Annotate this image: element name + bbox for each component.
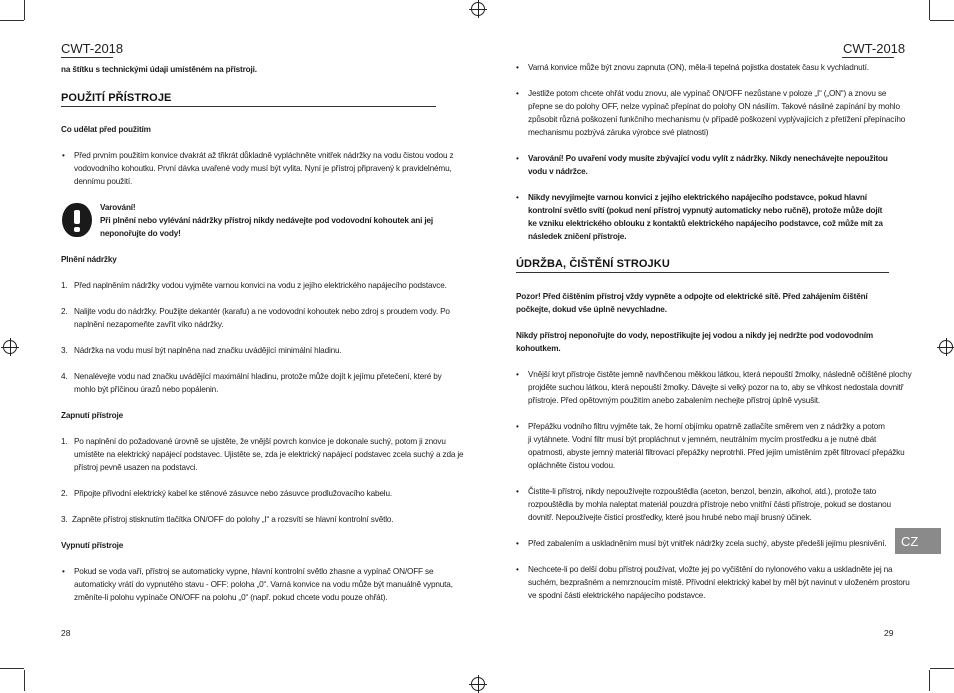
page-number: 28 — [61, 628, 71, 638]
page-number: 29 — [884, 628, 894, 638]
paragraph: Vnější kryt přístroje čistěte jemně navlhčenou měkkou látkou, která nepouští žmolky, následně očištěné plochy projděte suchou látkou, která nepouští žmolky. Dávejte si velký pozor na to, aby se vlhkost nedostala dovnitř přístroje. Před opětovným použitím anebo zabalením nechejte přístroj úplně vysušit. — [528, 370, 912, 405]
list-item: Nenalévejte vodu nad značku uvádějící maximální hladinu, protože může dojít k jejímu přetečení, které by mohlo být příčinou úrazů nebo popálenin. — [74, 372, 442, 394]
paragraph: Před zabalením a uskladněním musí být vnitřek nádržky zcela suchý, abyste předešli jejímu plesnivění. — [528, 539, 887, 548]
paragraph: Nikdy přístroj neponořujte do vody, nepostřikujte jej vodou a nikdy jej nedržte pod vodovodním kohoutkem. — [516, 331, 873, 353]
section-title: ÚDRŽBA, ČIŠTĚNÍ STROJKU — [516, 258, 670, 270]
section-title: POUŽITÍ PŘÍSTROJE — [61, 92, 172, 104]
list-item: Nádržka na vodu musí být naplněna nad značku uvádějící minimální hladinu. — [74, 346, 342, 355]
list-item: Po naplnění do požadované úrovně se ujistěte, že vnější povrch konvice je dokonale suchý, potom ji znovu umístěte na elektrický napájecí podstavec. Ujistěte se, zda je elektrický napájecí podstavec zcela suchý a zda je přístroj pevně usazen na podstavci. — [74, 437, 464, 472]
list-number: 3. — [61, 515, 68, 524]
bullet: • — [516, 89, 519, 98]
list-number: 2. — [61, 489, 68, 498]
list-item: Před naplněním nádržky vodou vyjměte varnou konvici na vodu z jejího elektrického napájecího podstavce. — [74, 281, 447, 290]
paragraph: Varná konvice může být znovu zapnuta (ON), měla-li tepelná pojistka dostatek času k vychladnutí. — [528, 63, 869, 72]
bullet: • — [516, 565, 519, 574]
paragraph: Čistite-li přístroj, nikdy nepoužívejte rozpouštědla (aceton, benzol, benzin, alkohol, atd.), protože tato rozpouštědla by mohla naleptat materiál pouzdra přístroje nebo vnitřní části přístroje, pokud se dostanou dovnitř. Nepoužívejte čisticí prostředky, které jsou hrubé nebo mají brusný účinek. — [528, 487, 891, 522]
subheading: Vypnutí přístroje — [61, 541, 124, 550]
language-tab: CZ — [895, 528, 941, 554]
model-label: CWT-2018 — [843, 41, 906, 56]
left-page — [0, 0, 477, 691]
bullet: • — [62, 567, 65, 576]
subheading: Co udělat před použitím — [61, 125, 151, 134]
bullet: • — [516, 370, 519, 379]
paragraph: Jestliže potom chcete ohřát vodu znovu, ale vypínač ON/OFF nezůstane v poloze „I“ („ON“) a znovu se přepne se do polohy OFF, nelze vypínač přepínat do polohy ON násilím. Takové násilné zapínání by mohlo způsobit různá poškození funkčního mechanismu (v případě poškození vyplývajících z přetížení přepínacího mechanismu pozbývá záruka výrobce své platnosti) — [528, 89, 906, 137]
bullet: • — [516, 154, 519, 163]
paragraph: Před prvním použitím konvice dvakrát až třikrát důkladně vypláchněte vnitřek nádržky na vodu čistou vodou z vodovodního kohoutku. První dávka uvařené vody musí být vylita. Nyní je přístroj připravený k pravidelnému, dennímu použití. — [74, 151, 454, 186]
list-number: 1. — [61, 281, 68, 290]
paragraph: Přepážku vodního filtru vyjměte tak, že horní objímku opatrně zatlačíte směrem ven z nádržky a potom ji vytáhnete. Vodní filtr musí být propláchnut v jemném, neutrálním mycím prostředku a je nutné dbát opatrnosti, abyste jemný materiál filtrovací přepážky neprotrhli. Před jejím umístěním zpět filtrovací přepážku opláchněte čistou vodou. — [528, 422, 905, 470]
list-number: 3. — [61, 346, 68, 355]
bullet: • — [62, 151, 65, 160]
bullet: • — [516, 539, 519, 548]
bullet: • — [516, 193, 519, 202]
bullet: • — [516, 63, 519, 72]
list-number: 1. — [61, 437, 68, 446]
model-underline — [842, 57, 894, 58]
bullet: • — [516, 422, 519, 431]
list-number: 4. — [61, 372, 68, 381]
section-rule — [516, 272, 889, 273]
model-underline — [61, 57, 113, 58]
bullet: • — [516, 487, 519, 496]
right-page — [477, 0, 954, 691]
section-rule — [61, 106, 436, 107]
subheading: Plnění nádržky — [61, 255, 117, 264]
list-item: Zapněte přístroj stisknutím tlačítka ON/OFF do polohy „I“ a rozsvítí se hlavní kontrolní světlo. — [72, 515, 394, 524]
list-item: Nalijte vodu do nádržky. Použijte dekantér (karafu) a ne vodovodní kohoutek nebo zdroj s proudem vody. Po naplnění nezapomeňte zavřít víko nádržky. — [74, 307, 450, 329]
warning-icon — [62, 203, 92, 237]
paragraph: Varování! Po uvaření vody musíte zbývající vodu vylít z nádržky. Nikdy nenechávejte nepoužitou vodu v nádržce. — [528, 154, 888, 176]
list-item: Připojte přívodní elektrický kabel ke stěnové zásuvce nebo zásuvce prodlužovacího kabelu. — [74, 489, 392, 498]
paragraph: Pozor! Před čištěním přístroj vždy vypněte a odpojte od elektrické sítě. Před zahájením čištění počkejte, dokud vše úplně nevychladne. — [516, 292, 868, 314]
paragraph: Nikdy nevyjímejte varnou konvici z jejího elektrického napájecího podstavce, pokud hlavní kontrolní světlo svítí (pokud není přístroj vypnutý automaticky nebo ručně), protože může dojít ke vzniku elektrického oblouku z kontaktů elektrického napájecího podstavce, což může mít za následek zničení přístroje. — [528, 193, 883, 241]
list-number: 2. — [61, 307, 68, 316]
warning-text: Varování! Při plnění nebo vylévání nádržky přístroj nikdy nedávejte pod vodovodní kohoutek ani jej neponořujte do vody! — [100, 203, 434, 238]
paragraph: Pokud se voda vaří, přístroj se automaticky vypne, hlavní kontrolní světlo zhasne a vypínač ON/OFF se automaticky vrátí do vypnutého stavu - OFF: poloha „0“. Varná konvice na vodu může být manuálně vypnuta, změníte-li polohu vypínače ON/OFF na polohu „0“ (např. pokud chcete vodu pouze ohřát). — [74, 567, 453, 602]
subheading: Zapnutí přístroje — [61, 411, 124, 420]
paragraph: Nechcete-li po delší dobu přístroj používat, vložte jej po vyčištění do nylonového vaku a uskladněte jej na suchém, bezprašném a nemrznoucím místě. Přívodní elektrický kabel by měl být navinut v uloženém prostoru ve spodní části elektrického napájecího podstavce. — [528, 565, 910, 600]
intro-text: na štítku s technickými údaji umístěném na přístroji. — [61, 65, 257, 74]
model-label: CWT-2018 — [61, 41, 124, 56]
